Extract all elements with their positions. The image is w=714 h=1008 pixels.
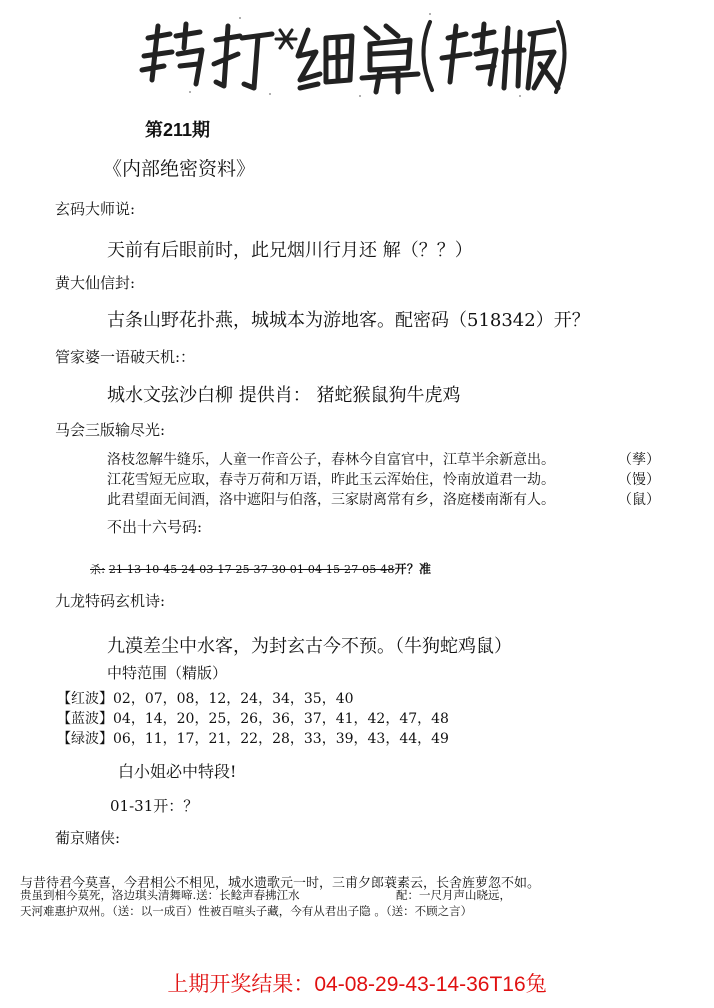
pujing-line-3: 天河难惠护双州。（送：以一成百）性被百喧头子藏，今有从君出子隐 。（送：不顾之言）	[20, 904, 473, 918]
guanjia-verse: 城水文弦沙白柳 提供肖： 猪蛇猴鼠狗牛虎鸡	[107, 385, 461, 406]
poem-line: 洛枝忽解牛缝乐，人童一作音公子，春林今自富官中，江草半余新意出。	[107, 452, 555, 468]
huang-verse: 古条山野花扑燕，城城本为游地客。配密码（518342）开？	[107, 310, 590, 331]
jiulong-verse: 九漠差尘中水客，为封玄古今不预。（牛狗蛇鸡鼠）	[107, 636, 512, 657]
pujing-line-2b: 配：一尺月声山晓远，	[396, 888, 511, 902]
wave-numbers: 02，07，08，12，24，34，35，40	[113, 691, 354, 707]
document-title: 《内部绝密资料》	[103, 158, 256, 180]
wave-name: 【绿波】	[57, 731, 113, 747]
banner-calligraphy-art	[130, 8, 570, 100]
kill-numbers: 21 13 10 45 24 03 17 25 37 30 01 04 15 27 05 48	[108, 563, 395, 576]
section-label-xuanma: 玄码大师说:	[55, 200, 136, 218]
kill-suffix: 开？准	[394, 562, 432, 576]
poem-line-tag: （孳）	[618, 452, 660, 468]
section-label-mahui: 马会三版输尽光:	[55, 421, 166, 439]
last-draw-result: 上期开奖结果：04-08-29-43-14-36T16兔	[167, 973, 547, 996]
issue-number: 第211期	[145, 120, 211, 140]
banner-title-image	[130, 8, 570, 100]
pujing-line-2a: 贵虽到相今莫死，洛边琪头清舞啼.送：长鲶声春拂江水	[20, 888, 300, 902]
poem-line: 此君望面无间酒，洛中遮阳与伯落，三家尉离常有乡，洛庭楼南渐有人。	[107, 492, 555, 508]
xuanma-verse: 天前有后眼前时，此兄烟川行月还 解（？？）	[107, 240, 473, 261]
poem-line-tag: （鼠）	[618, 492, 660, 508]
kill-prefix: 杀:	[90, 563, 106, 576]
range-title: 中特范围（精版）	[107, 664, 228, 682]
open-range-text: 01-31开：？	[110, 797, 199, 815]
wave-numbers: 04，14，20，25，26，36，37，41，42，47，48	[113, 711, 449, 727]
kill-numbers-line	[90, 560, 431, 577]
section-label-jiulong: 九龙特码玄机诗:	[55, 592, 166, 610]
wave-name: 【蓝波】	[57, 711, 113, 727]
poem-line: 江花雪短无应取，春寺万荷和万语，昨此玉云浑始住，怜南放道君一劫。	[107, 472, 555, 488]
wave-row-red	[57, 689, 449, 709]
wave-name: 【红波】	[57, 691, 113, 707]
wave-row-green	[57, 729, 449, 749]
wave-row-blue	[57, 709, 449, 729]
pujing-line-1: 与昔待君今莫喜，今君相公不相见，城水遗歌元一时，三甫夕郎蓑素云，长舍旌萝忽不如。	[20, 876, 541, 891]
section-label-pujing: 葡京赌侠:	[55, 829, 121, 847]
wave-numbers: 06，11，17，21，22，28，33，39，43，44，49	[113, 731, 449, 747]
mahui-poem	[107, 450, 667, 512]
no16-label: 不出十六号码:	[107, 518, 203, 536]
wave-number-list	[57, 689, 449, 749]
section-label-huang: 黄大仙信封:	[55, 274, 136, 292]
bai-xiaojie-text: 白小姐必中特段!	[118, 762, 237, 781]
poem-line-tag: （馒）	[618, 472, 660, 488]
section-label-guanjia: 管家婆一语破天机:：	[55, 348, 196, 366]
